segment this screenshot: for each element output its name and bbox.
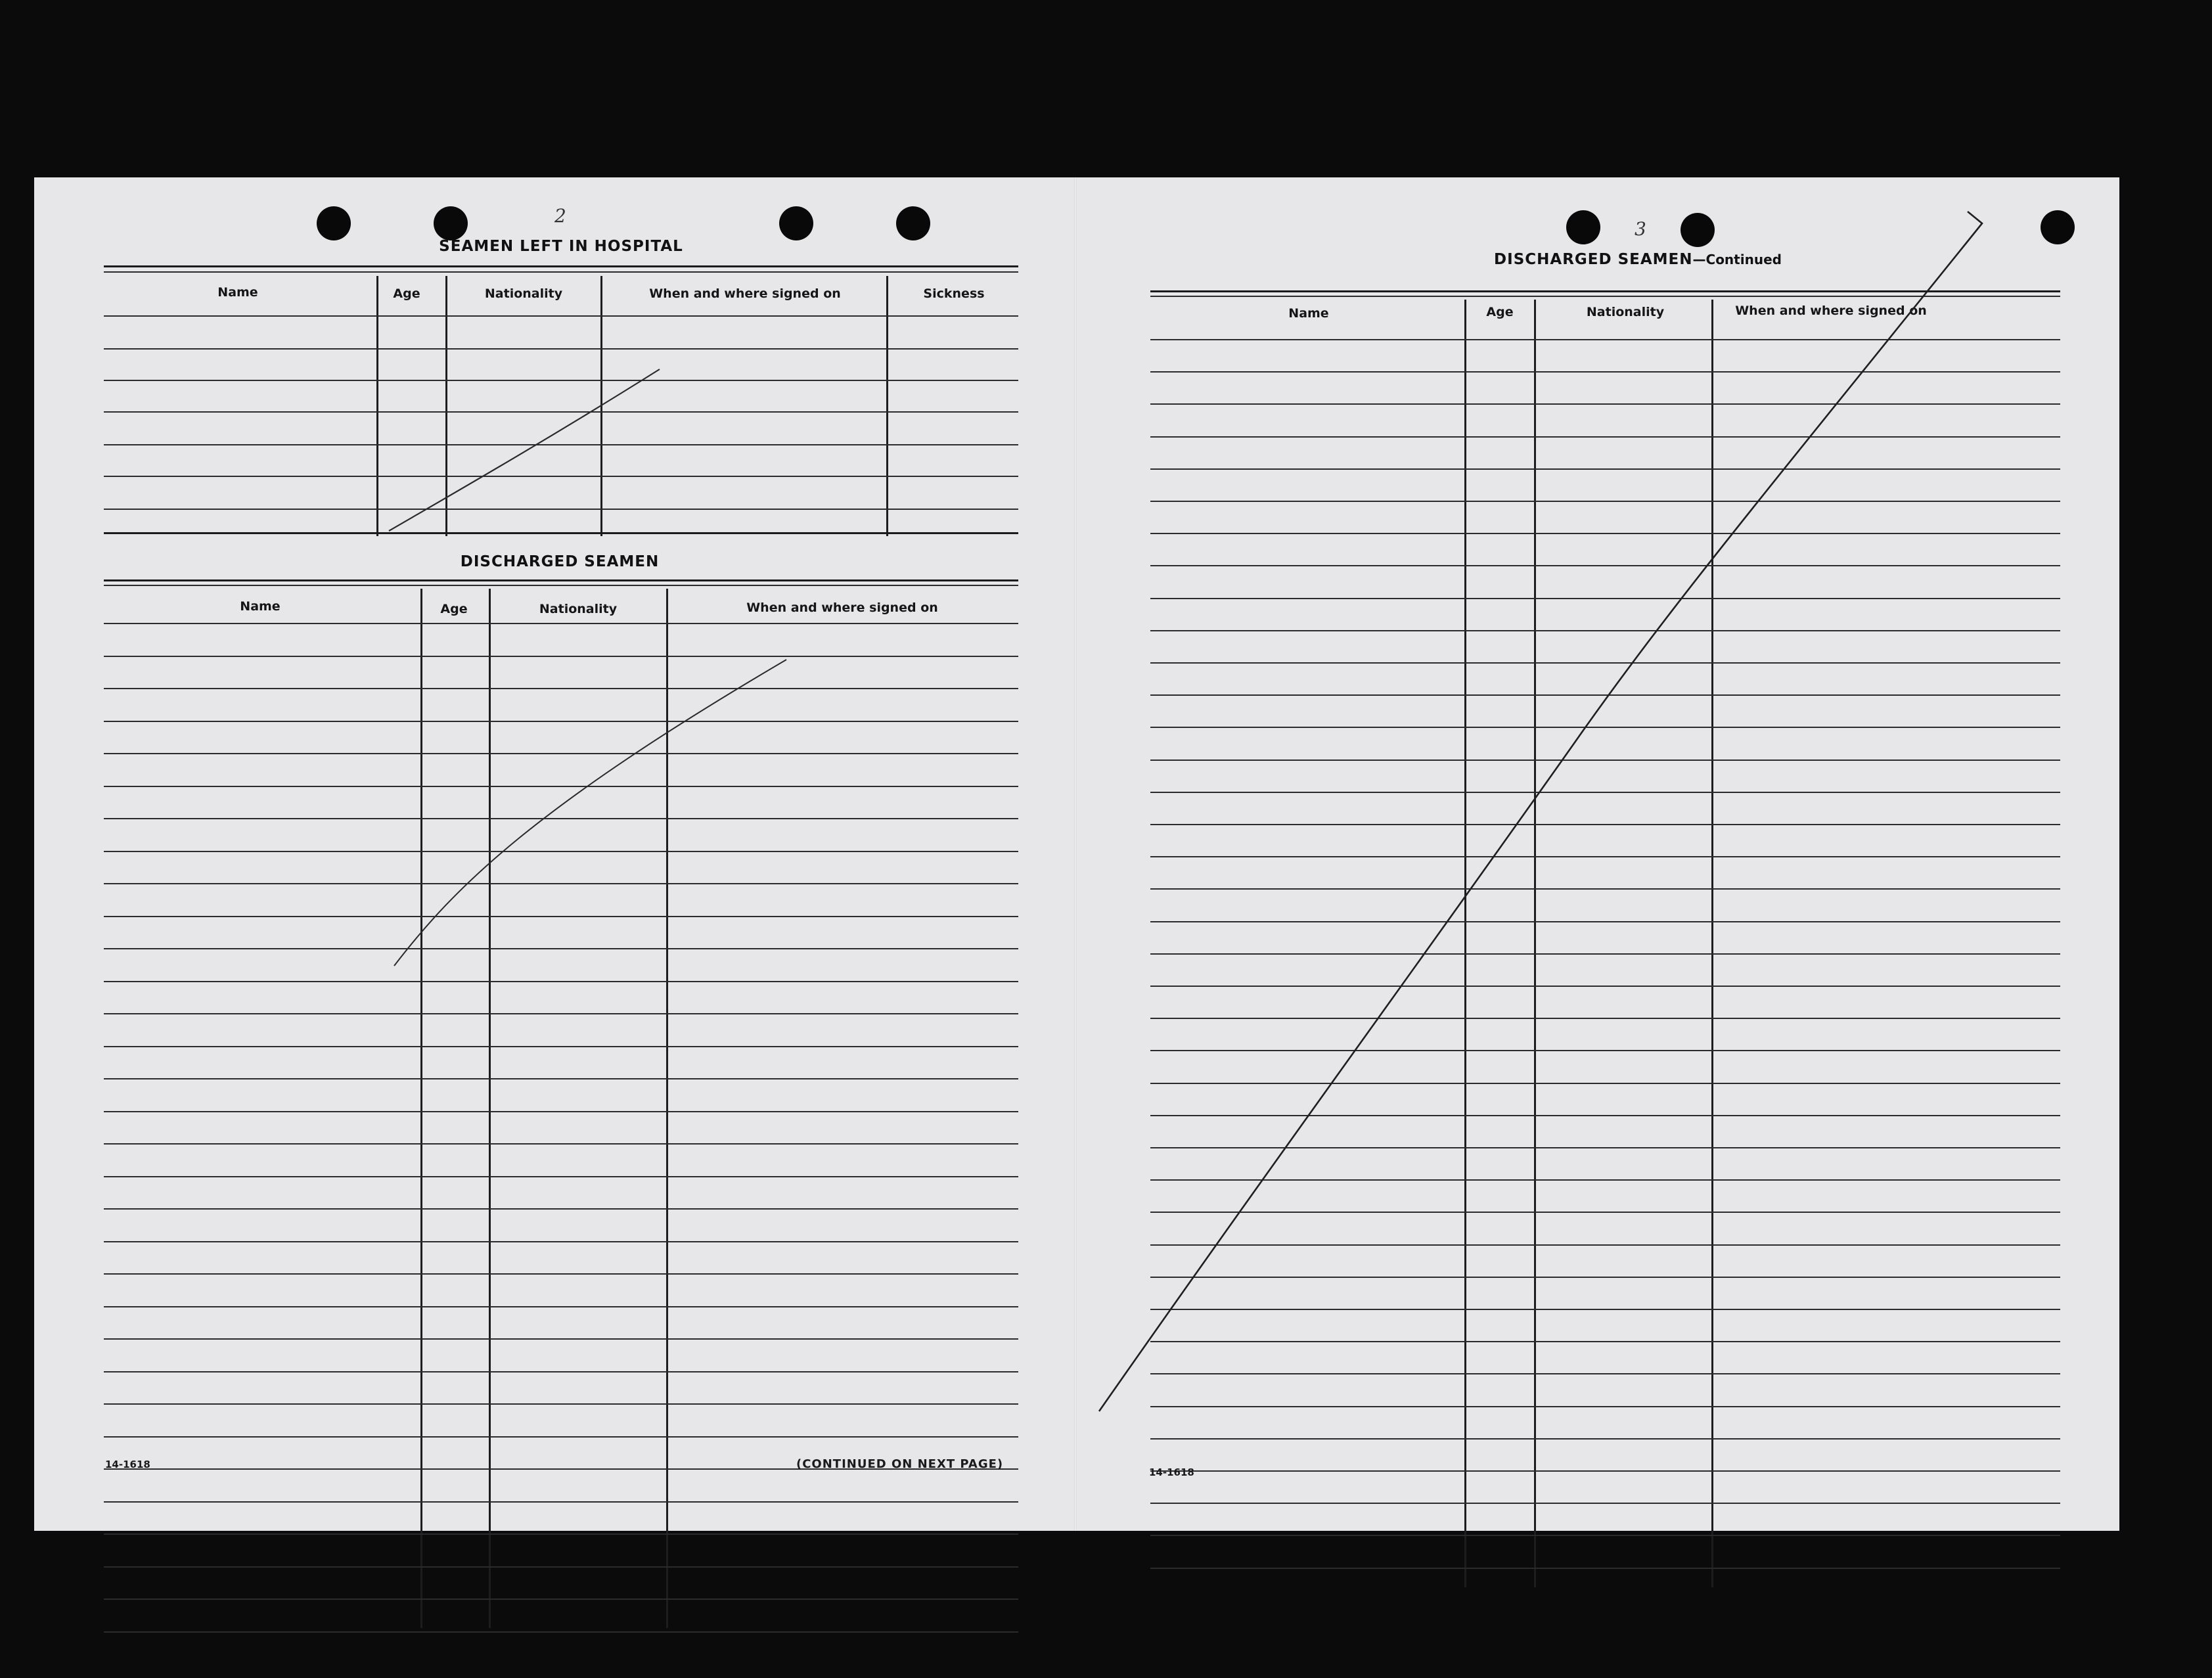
table-row-line <box>104 1599 1018 1600</box>
void-pen-stroke <box>1075 177 2119 1531</box>
continued-note: (CONTINUED ON NEXT PAGE) <box>796 1457 1004 1471</box>
column-header-sickness: Sickness <box>923 286 985 301</box>
hospital-void-stroke <box>389 369 660 531</box>
discharged-void-stroke <box>1099 212 1982 1411</box>
column-header-age: Age <box>440 602 468 616</box>
right-page <box>1075 177 2119 1531</box>
table-row-line <box>104 1533 1018 1535</box>
column-header-nationality: Nationality <box>484 286 563 301</box>
form-number: 14-1618 <box>105 1459 150 1470</box>
column-header-nationality: Nationality <box>1586 305 1665 319</box>
form-number: 14-1618 <box>1149 1466 1194 1478</box>
left-page <box>34 177 1075 1531</box>
hospital-section-title: SEAMEN LEFT IN HOSPITAL <box>439 238 683 255</box>
page-number: 2 <box>554 205 566 227</box>
column-header-signed-on: When and where signed on <box>1735 304 1927 318</box>
column-header-name: Name <box>217 285 258 300</box>
table-row-line <box>1150 1535 2060 1536</box>
column-header-signed-on: When and where signed on <box>746 601 938 615</box>
column-header-name: Name <box>1288 306 1329 321</box>
table-row-line <box>104 1631 1018 1633</box>
column-header-nationality: Nationality <box>539 602 618 616</box>
column-header-name: Name <box>240 599 281 614</box>
discharged-section-title: DISCHARGED SEAMEN <box>460 553 660 570</box>
column-header-signed-on: When and where signed on <box>649 286 841 301</box>
void-pen-stroke <box>34 177 1075 1531</box>
manifest-sheet <box>34 177 2119 1531</box>
page-number: 3 <box>1635 218 1646 240</box>
column-header-age: Age <box>393 286 420 301</box>
discharged-continued-suffix: —Continued <box>1692 252 1782 267</box>
table-row-line <box>104 1566 1018 1568</box>
discharged-void-stroke <box>394 660 786 966</box>
table-row-line <box>1150 1568 2060 1569</box>
discharged-continued-title-text: DISCHARGED SEAMEN <box>1494 251 1693 268</box>
column-header-age: Age <box>1486 305 1514 319</box>
